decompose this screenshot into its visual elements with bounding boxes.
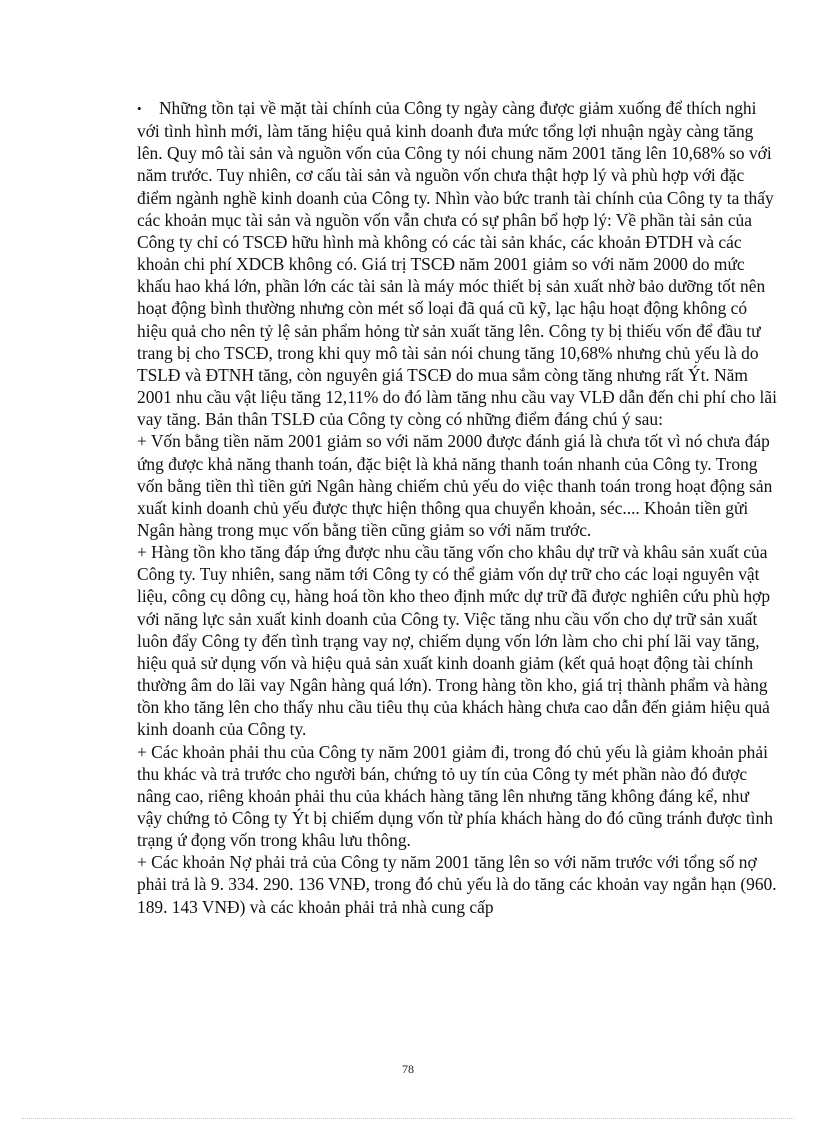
paragraph-cash: + Vốn bằng tiền năm 2001 giảm so với năm 2000 được đánh giá là chưa tốt vì nó chưa đáp ứng được khả năng thanh toán, đặc biệt là khả năng thanh toán nhanh của Công ty. Trong vốn bằng tiền thì tiền gửi Ngân hàng chiếm chủ yếu do việc thanh toán trong hoạt động sản xuất kinh doanh chủ yếu được thực hiện thông qua chuyển khoản, séc.... Khoản tiền gửi Ngân hàng trong mục vốn bằng tiền cũng giảm so với năm trước. bbox=[137, 431, 773, 540]
paragraph-payables: + Các khoản Nợ phải trả của Công ty năm 2001 tăng lên so với năm trước với tổng số nợ phải trả là 9. 334. 290. 136 VNĐ, trong đó chủ yếu là do tăng các khoản vay ngắn hạn (960. 189. 143 VNĐ) và các khoản phải trả nhà cung cấp bbox=[137, 852, 777, 917]
body-text bbox=[137, 97, 777, 918]
bullet-paragraph-text: Những tồn tại về mặt tài chính của Công ty ngày càng được giảm xuống để thích nghi với tình hình mới, làm tăng hiệu quả kinh doanh đưa mức tổng lợi nhuận ngày càng tăng lên. Quy mô tài sản và nguồn vốn của Công ty nói chung năm 2001 tăng lên 10,68% so với năm trước. Tuy nhiên, cơ cấu tài sản và nguồn vốn chưa thật hợp lý và phù hợp với đặc điểm ngành nghề kinh doanh của Công ty. Nhìn vào bức tranh tài chính của Công ty ta thấy các khoản mục tài sản và nguồn vốn vẫn chưa có sự phân bổ hợp lý: Về phần tài sản của Công ty chỉ có TSCĐ hữu hình mà không có các tài sản khác, các khoản ĐTDH và các khoản chi phí XDCB không có. Giá trị TSCĐ năm 2001 giảm so với năm 2000 do mức khấu hao khá lớn, phần lớn các tài sản là máy móc thiết bị sản xuất nhờ bảo dưỡng tốt nên hoạt động bình thường nhưng còn mét số loại đã quá cũ kỹ, lạc hậu hoạt động không có hiệu quả cho nên tỷ lệ sản phẩm hỏng từ sản xuất tăng lên. Công ty bị thiếu vốn để đầu tư trang bị cho TSCĐ, trong khi quy mô tài sản nói chung tăng 10,68% nhưng chủ yếu là do TSLĐ và ĐTNH tăng, còn nguyên giá TSCĐ do mua sắm còng tăng nhưng rất Ýt. Năm 2001 nhu cầu vật liệu tăng 12,11% do đó làm tăng nhu cầu vay VLĐ dẫn đến chi phí cho lãi vay tăng. Bản thân TSLĐ của Công ty còng có những điểm đáng chú ý sau: bbox=[137, 98, 777, 430]
footer-divider bbox=[22, 1118, 794, 1119]
bullet-icon: • bbox=[137, 101, 142, 116]
bullet-paragraph bbox=[137, 97, 777, 430]
page-number: 78 bbox=[402, 1062, 414, 1076]
paragraph-receivables: + Các khoản phải thu của Công ty năm 2001 giảm đi, trong đó chủ yếu là giảm khoản phải thu khác và trả trước cho người bán, chứng tỏ uy tín của Công ty mét phần nào đó được nâng cao, riêng khoản phải thu của khách hàng tăng lên nhưng tăng không đáng kể, như vậy chứng tỏ Công ty Ýt bị chiếm dụng vốn từ phía khách hàng do đó cũng tránh được tình trạng ứ đọng vốn trong khâu lưu thông. bbox=[137, 741, 773, 851]
paragraph-inventory: + Hàng tồn kho tăng đáp ứng được nhu cầu tăng vốn cho khâu dự trữ và khâu sản xuất của Công ty. Tuy nhiên, sang năm tới Công ty có thể giảm vốn dự trữ cho các loại nguyên vật liệu, công cụ dông cụ, hàng hoá tồn kho theo định mức dự trữ đã được nghiên cứu phù hợp với năng lực sản xuất kinh doanh của Công ty. Việc tăng nhu cầu vốn cho dự trữ sản xuất luôn đẩy Công ty đến tình trạng vay nợ, chiếm dụng vốn lớn làm cho chi phí lãi vay tăng, hiệu quả sử dụng vốn và hiệu quả sản xuất kinh doanh giảm (kết quả hoạt động tài chính thường âm do lãi vay Ngân hàng quá lớn). Trong hàng tồn kho, giá trị thành phẩm và hàng tồn kho tăng lên cho thấy nhu cầu tiêu thụ của khách hàng chưa cao dẫn đến giảm hiệu quả kinh doanh của Công ty. bbox=[137, 542, 771, 740]
